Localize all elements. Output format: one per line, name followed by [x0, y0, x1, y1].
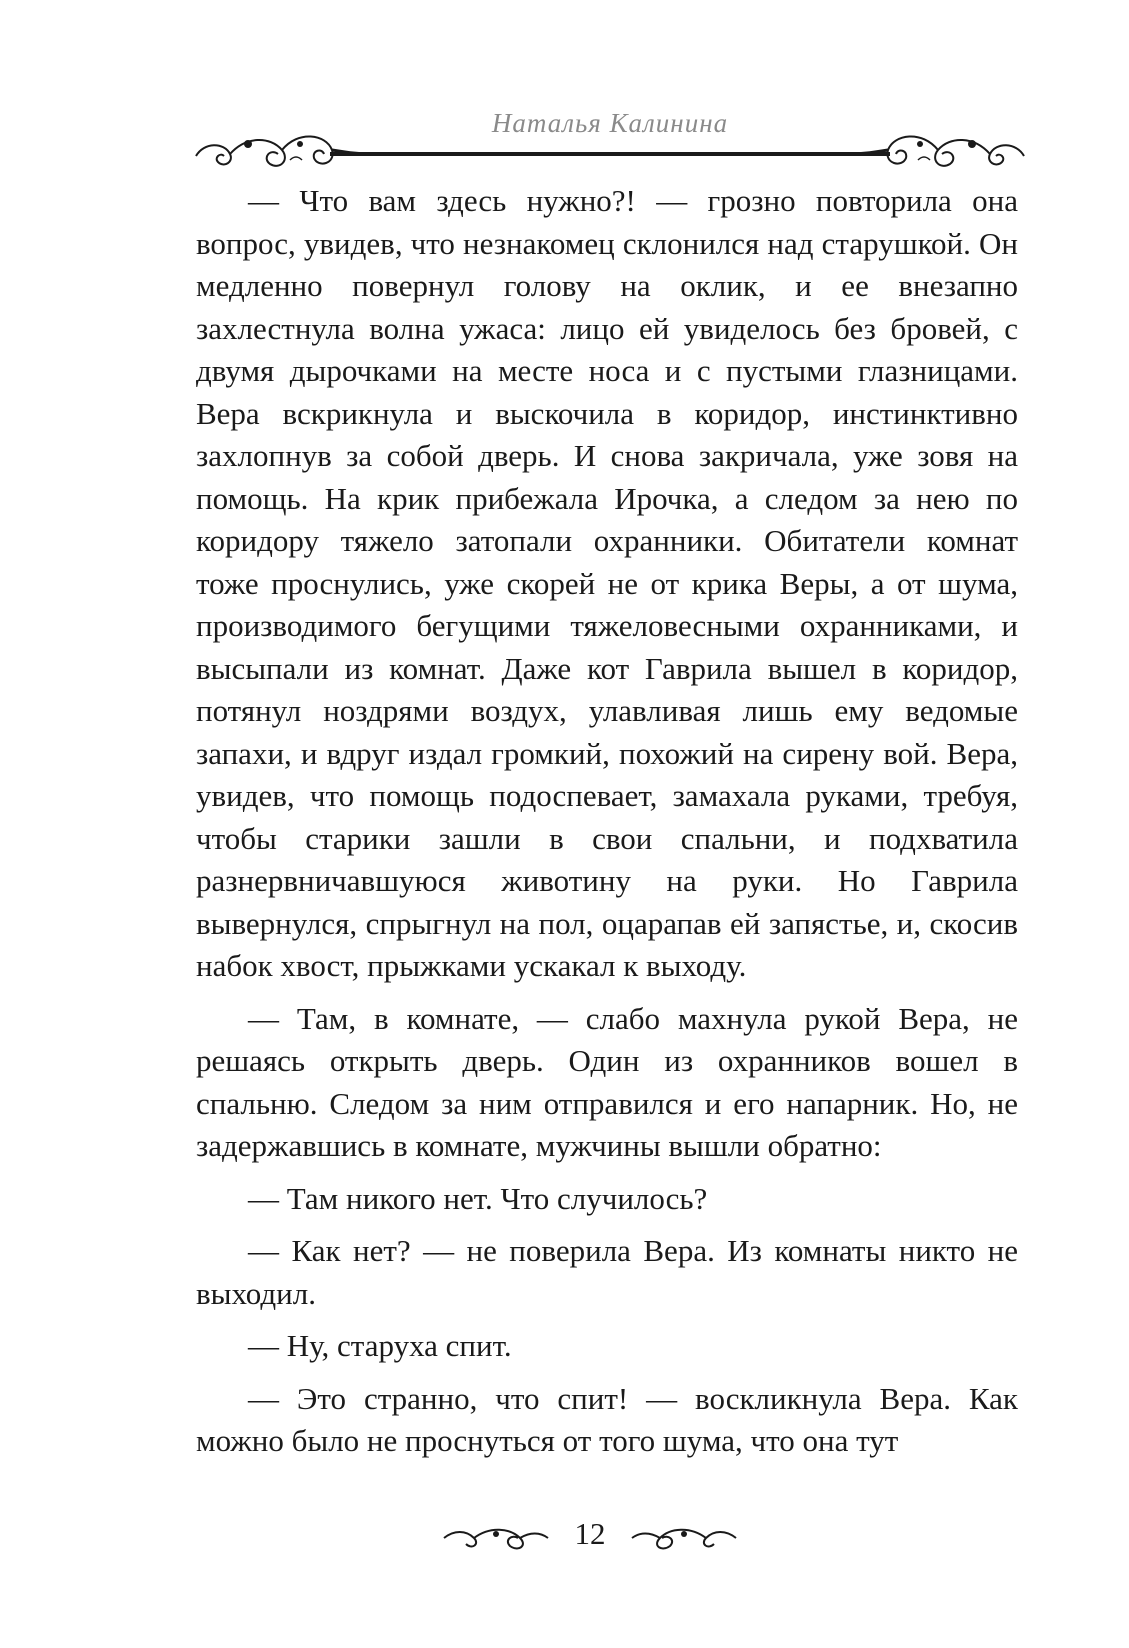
- paragraph: — Это странно, что спит! — воскликнула Вера. Как можно было не проснуться от того шума, что она тут: [196, 1380, 1018, 1458]
- right-flourish-ornament: [850, 120, 1030, 180]
- author-name: Наталья Калинина: [491, 108, 729, 138]
- paragraph: — Что вам здесь нужно?! — грозно повторила она вопрос, увидев, что незнакомец склонился над старушкой. Он медленно повернул голову на оклик, и ее внезапно захлестнула волна ужаса: лицо ей увиделось без бровей, с двумя дырочками на месте носа и с пустыми глазницами. Вера вскрикнула и выскочила в коридор, инстинктивно захлопнув за собой дверь. И снова закричала, уже зовя на помощь. На крик прибежала Ирочка, а следом за нею по коридору тяжело затопали охранники. Обитатели комнат тоже проснулись, уже скорей не от крика Веры, а от шума, производимого бегущими тяжеловесными охранниками, и высыпали из комнат. Даже кот Гаврила вышел в коридор, потянул ноздрями воздух, улавливая лишь ему ведомые запахи, и вдруг издал громкий, похожий на сирену вой. Вера, увидев, что помощь подоспевает, замахала руками, требуя, чтобы старики зашли в свои спальни, и подхватила разнервничавшуюся животину на руки. Но Гаврила вывернулся, спрыгнул на пол, оцарапав ей запястье, и, скосив набок хвост, прыжками ускакал к выходу.: [196, 183, 1018, 983]
- footer-right-flourish: [630, 1518, 740, 1554]
- paragraph: — Там, в комнате, — слабо махнула рукой Вера, не решаясь открыть дверь. Один из охранников вошел в спальню. Следом за ним отправился и его напарник. Но, не задержавшись в комнате, мужчины вышли обратно:: [196, 1000, 1018, 1163]
- page-footer: [440, 1512, 740, 1562]
- header-rule: [330, 152, 890, 156]
- page-number: 12: [574, 1516, 606, 1551]
- body-text: [196, 180, 1018, 1463]
- running-header: [190, 100, 1030, 180]
- paragraph: — Ну, старуха спит.: [248, 1328, 512, 1363]
- paragraph: — Как нет? — не поверила Вера. Из комнаты никто не выходил.: [196, 1233, 1018, 1311]
- paragraph: — Там никого нет. Что случилось?: [248, 1180, 708, 1216]
